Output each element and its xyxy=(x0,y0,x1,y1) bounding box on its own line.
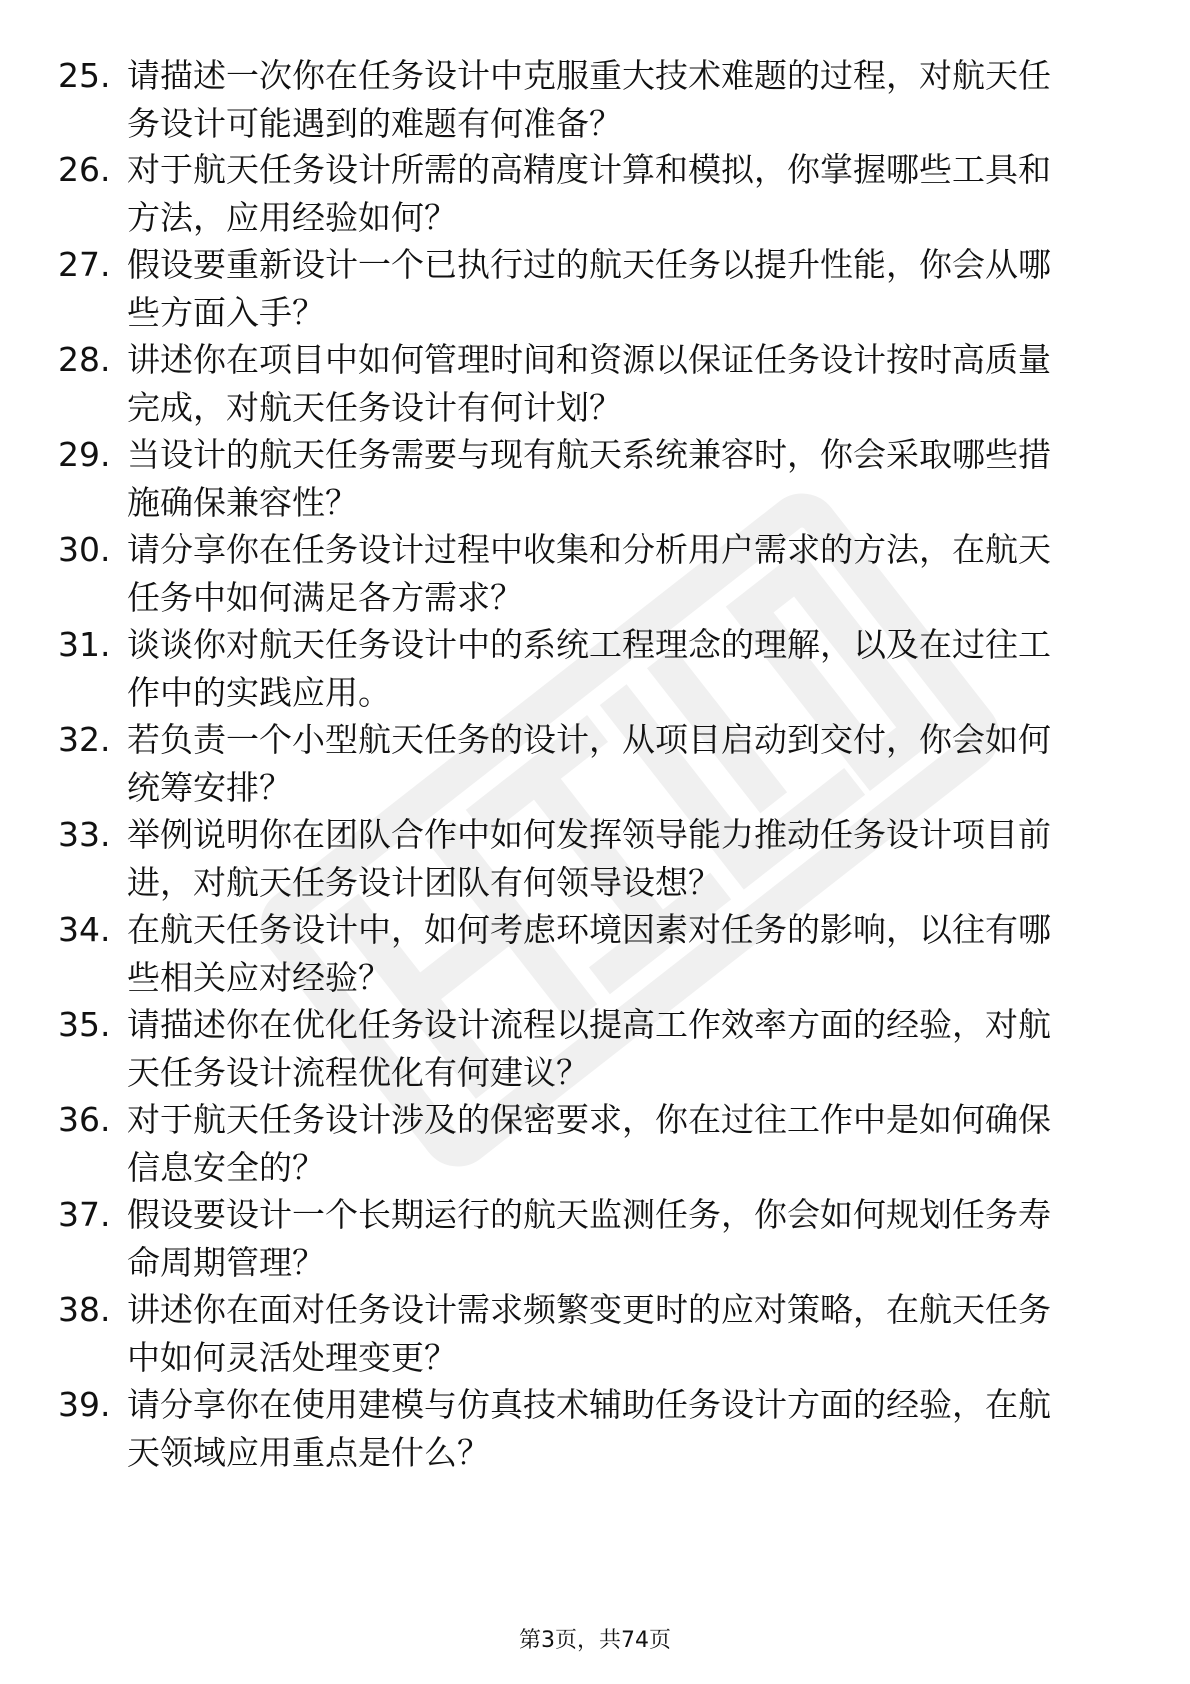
question-item xyxy=(58,1191,1138,1291)
question-line: 进，对航天任务设计团队有何领导设想？ xyxy=(127,863,721,902)
question-item xyxy=(58,146,1138,246)
question-text xyxy=(127,906,1127,1002)
question-number: 29. xyxy=(58,435,111,474)
question-line: 中如何灵活处理变更？ xyxy=(127,1338,457,1377)
question-text xyxy=(127,1096,1127,1192)
page-number-label: 第3页，共74页 xyxy=(519,1628,671,1653)
question-line: 信息安全的？ xyxy=(127,1148,325,1187)
question-item xyxy=(58,906,1138,1006)
page-footer xyxy=(0,1626,1190,1656)
question-item xyxy=(58,336,1138,436)
question-text xyxy=(127,431,1127,527)
question-number: 27. xyxy=(58,245,111,284)
question-line: 假设要重新设计一个已执行过的航天任务以提升性能，你会从哪 xyxy=(127,245,1051,284)
question-line: 若负责一个小型航天任务的设计，从项目启动到交付，你会如何 xyxy=(127,720,1051,759)
question-text xyxy=(127,526,1127,622)
question-line: 些相关应对经验？ xyxy=(127,958,391,997)
question-text xyxy=(127,1191,1127,1287)
question-item xyxy=(58,1286,1138,1386)
question-number: 28. xyxy=(58,340,111,379)
question-number: 31. xyxy=(58,625,111,664)
question-number: 33. xyxy=(58,815,111,854)
question-text xyxy=(127,1381,1127,1477)
question-line: 讲述你在面对任务设计需求频繁变更时的应对策略，在航天任务 xyxy=(127,1290,1051,1329)
question-line: 施确保兼容性？ xyxy=(127,483,358,522)
question-number: 36. xyxy=(58,1100,111,1139)
question-line: 天任务设计流程优化有何建议？ xyxy=(127,1053,589,1092)
question-number: 39. xyxy=(58,1385,111,1424)
question-item xyxy=(58,621,1138,721)
question-number: 35. xyxy=(58,1005,111,1044)
question-line: 天领域应用重点是什么？ xyxy=(127,1433,490,1472)
question-item xyxy=(58,1381,1138,1481)
question-text xyxy=(127,811,1127,907)
question-text xyxy=(127,241,1127,337)
question-text xyxy=(127,621,1127,717)
question-line: 假设要设计一个长期运行的航天监测任务，你会如何规划任务寿 xyxy=(127,1195,1051,1234)
question-number: 32. xyxy=(58,720,111,759)
question-line: 谈谈你对航天任务设计中的系统工程理念的理解，以及在过往工 xyxy=(127,625,1051,664)
question-line: 请分享你在任务设计过程中收集和分析用户需求的方法，在航天 xyxy=(127,530,1051,569)
question-item xyxy=(58,1096,1138,1196)
question-text xyxy=(127,1286,1127,1382)
question-line: 些方面入手？ xyxy=(127,293,325,332)
question-item xyxy=(58,1001,1138,1101)
question-line: 请描述一次你在任务设计中克服重大技术难题的过程，对航天任 xyxy=(127,56,1051,95)
question-text xyxy=(127,716,1127,812)
question-item xyxy=(58,241,1138,341)
question-item xyxy=(58,716,1138,816)
question-line: 方法，应用经验如何？ xyxy=(127,198,457,237)
question-number: 34. xyxy=(58,910,111,949)
question-line: 完成，对航天任务设计有何计划？ xyxy=(127,388,622,427)
question-line: 务设计可能遇到的难题有何准备？ xyxy=(127,104,622,143)
question-line: 对于航天任务设计涉及的保密要求，你在过往工作中是如何确保 xyxy=(127,1100,1051,1139)
question-line: 命周期管理？ xyxy=(127,1243,325,1282)
question-item xyxy=(58,811,1138,911)
question-line: 举例说明你在团队合作中如何发挥领导能力推动任务设计项目前 xyxy=(127,815,1051,854)
question-item xyxy=(58,431,1138,531)
question-line: 请分享你在使用建模与仿真技术辅助任务设计方面的经验，在航 xyxy=(127,1385,1051,1424)
question-number: 37. xyxy=(58,1195,111,1234)
question-line: 任务中如何满足各方需求？ xyxy=(127,578,523,617)
question-text xyxy=(127,52,1127,148)
question-text xyxy=(127,146,1127,242)
question-line: 对于航天任务设计所需的高精度计算和模拟，你掌握哪些工具和 xyxy=(127,150,1051,189)
question-number: 38. xyxy=(58,1290,111,1329)
question-text xyxy=(127,336,1127,432)
question-text xyxy=(127,1001,1127,1097)
question-line: 在航天任务设计中，如何考虑环境因素对任务的影响，以往有哪 xyxy=(127,910,1051,949)
question-line: 统筹安排？ xyxy=(127,768,292,807)
question-line: 请描述你在优化任务设计流程以提高工作效率方面的经验，对航 xyxy=(127,1005,1051,1044)
question-number: 25. xyxy=(58,56,111,95)
question-line: 当设计的航天任务需要与现有航天系统兼容时，你会采取哪些措 xyxy=(127,435,1051,474)
question-line: 讲述你在项目中如何管理时间和资源以保证任务设计按时高质量 xyxy=(127,340,1051,379)
question-number: 30. xyxy=(58,530,111,569)
question-number: 26. xyxy=(58,150,111,189)
question-item xyxy=(58,52,1138,152)
question-line: 作中的实践应用。 xyxy=(127,673,391,712)
question-item xyxy=(58,526,1138,626)
